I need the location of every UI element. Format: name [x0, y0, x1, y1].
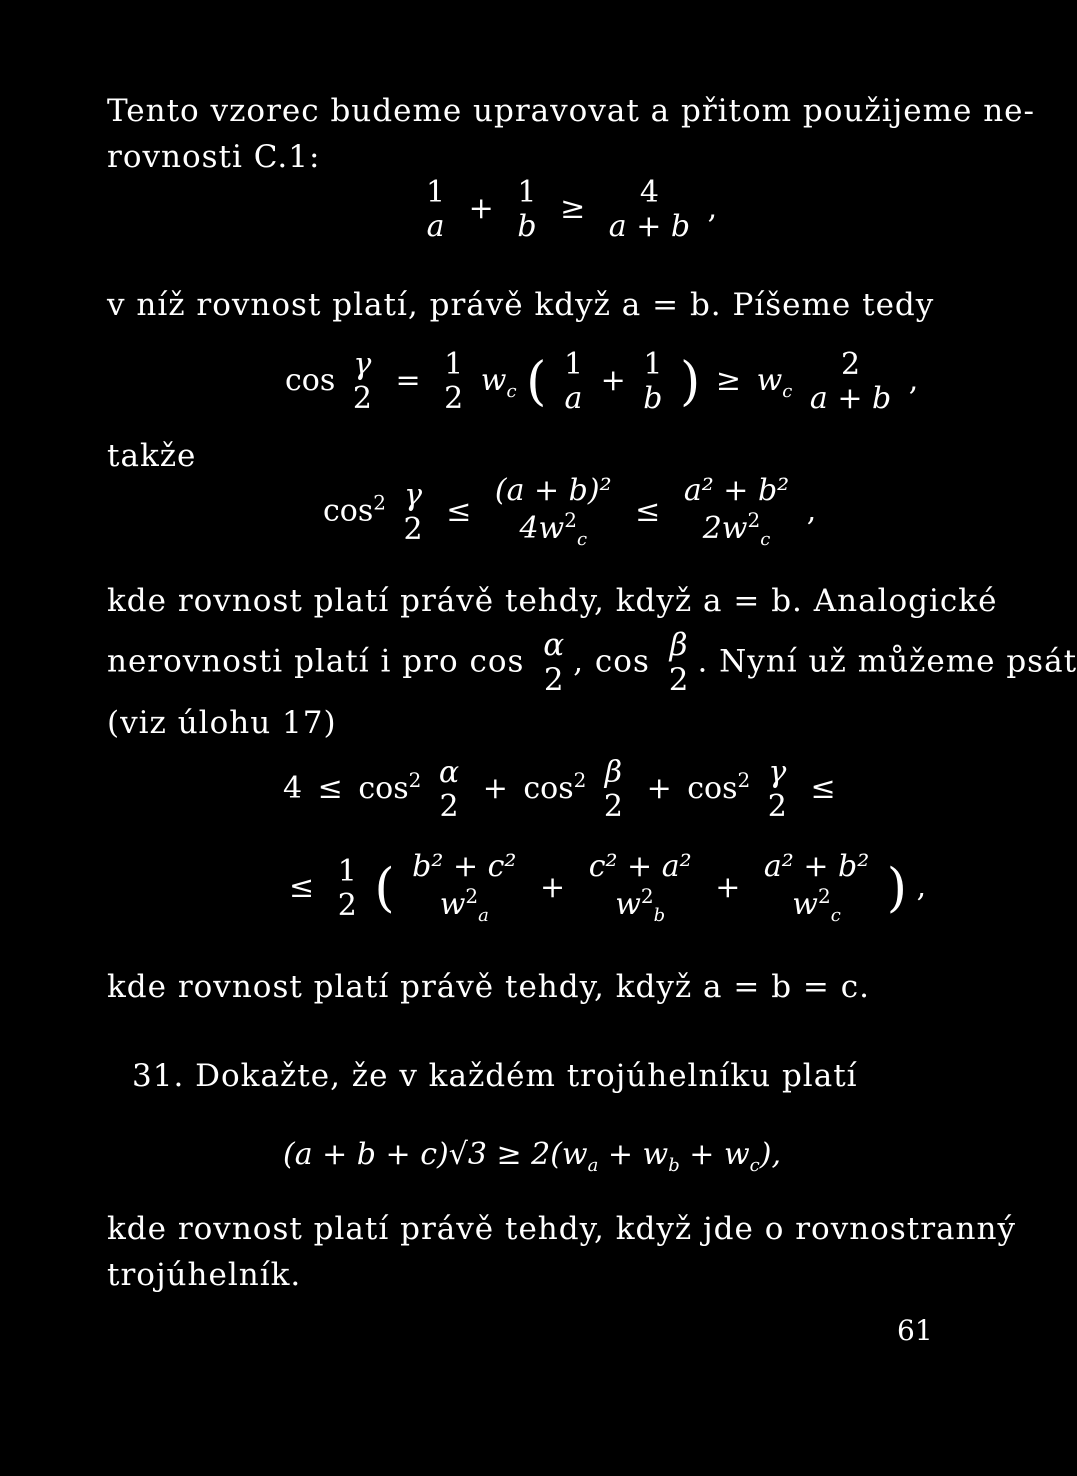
fraction: 2 a + b	[809, 347, 892, 416]
fraction: α 2	[438, 755, 460, 824]
fraction: 1 2	[337, 853, 357, 923]
fraction: 1 a	[563, 347, 584, 416]
formula-sum-cos-squared: $4 \le \cos^2$ α 2 + $\cos^2$ β 2 + $\cos^2$ γ 2 ≤	[283, 755, 836, 824]
formula-problem-31: $(a + b + c)√3 \ge 2(w_a + w_b + w_c)$,	[283, 1137, 781, 1176]
paragraph-analogous	[107, 578, 998, 624]
fraction: (a + b)² $4w^2_c$	[494, 473, 612, 550]
fraction: b² + c² $w^2_a$	[412, 849, 517, 926]
paragraph-see-task	[107, 700, 927, 746]
fraction: α 2	[543, 627, 566, 698]
paragraph-equality-abc	[107, 964, 927, 1010]
fraction: 1 2	[444, 347, 464, 416]
fraction: a² + b² $2w^2_c$	[683, 473, 790, 550]
page-number: 61	[897, 1314, 933, 1347]
fraction: β 2	[603, 755, 624, 824]
formula-cos-half-gamma: cos γ 2 = 1 2 $w_c$ ( 1 a + 1 b ) ≥ $w_c$ 2 a + b ,	[285, 347, 919, 416]
text-line: kde rovnost platí právě tehdy, když a = b = c.	[107, 969, 870, 1005]
fraction: c² + a² $w^2_b$	[588, 849, 692, 926]
text-line: kde rovnost platí právě tehdy, když a = b. Analogické	[107, 583, 998, 619]
fraction: 1 b	[517, 175, 537, 244]
paragraph-inline-cos: nerovnosti platí i pro cos α 2 , cos β 2 . Nyní už můžeme psát	[107, 627, 1077, 698]
fraction: 4 a + b	[608, 175, 691, 244]
fraction: a² + b² $w^2_c$	[763, 849, 870, 926]
text-line: Tento vzorec budeme upravovat a přitom použijeme ne-	[107, 93, 1035, 129]
formula-inequality-1: 1 a + 1 b ≥ 4 a + b ,	[418, 178, 717, 242]
label-takze: takže	[107, 438, 197, 474]
formula-half-sum-ratios: ≤ 1 2 ( b² + c² $w^2_a$ + c² + a² $w^2_b$ + a² + b² $w^2_c$ ) ,	[289, 849, 927, 926]
problem-31-statement	[132, 1053, 952, 1099]
fraction: 1 b	[643, 347, 663, 416]
fraction: γ 2	[403, 477, 423, 547]
fraction: 1 a	[426, 175, 446, 244]
text-line: 31. Dokažte, že v každém trojúhelníku platí	[132, 1058, 858, 1094]
text-line: v níž rovnost platí, právě když a = b. Píšeme tedy	[107, 287, 935, 323]
paragraph-equilateral	[107, 1206, 1016, 1298]
fraction: γ 2	[352, 347, 372, 416]
paragraph-equality	[107, 282, 935, 328]
text-line: trojúhelník.	[107, 1257, 302, 1293]
text-line: (viz úlohu 17)	[107, 705, 337, 741]
text-line: kde rovnost platí právě tehdy, když jde o rovnostranný	[107, 1211, 1016, 1247]
paragraph-intro	[107, 88, 1035, 180]
text-line: rovnosti C.1:	[107, 139, 321, 175]
formula-cos-squared-gamma: $\cos^2$ γ 2 ≤ (a + b)² $4w^2_c$ ≤ a² + b² $2w^2_c$ ,	[323, 473, 817, 550]
fraction: γ 2	[767, 755, 787, 824]
fraction: β 2	[668, 627, 690, 698]
